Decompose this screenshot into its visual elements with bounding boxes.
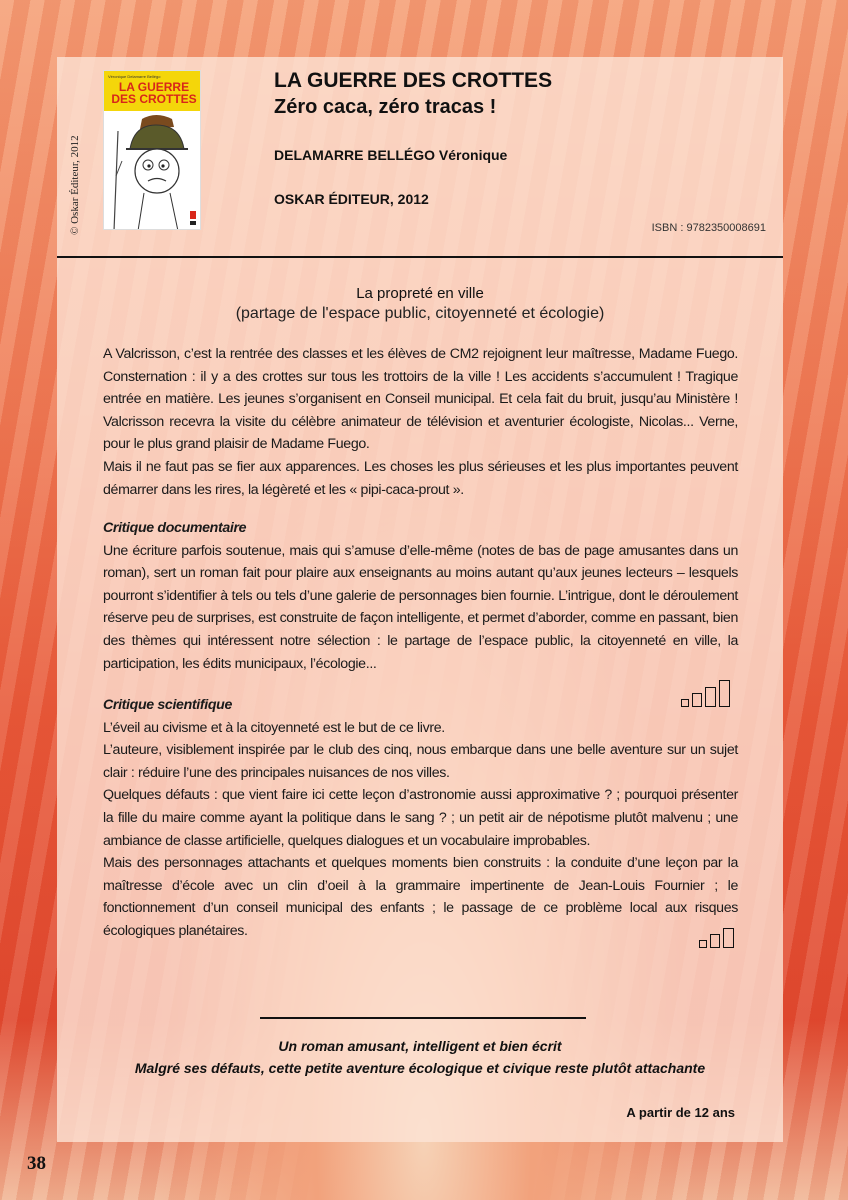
summary [103,343,738,501]
rating-bar [699,940,707,948]
critique-sci-line: Quelques défauts : que vient faire ici cette leçon d’astronomie aussi approximative ? ; pourquoi présenter la fille du maire comme ayant la politique dans le sang ? ; un petit air de népotisme plutôt malvenu ; une ambiance de classe artificielle, quelques dialogues et un vocabulaire improbables. [103,787,738,849]
cover-title: LA GUERRE DES CROTTES [111,80,197,106]
age-recommendation: A partir de 12 ans [626,1105,735,1120]
conclusion-line: Malgré ses défauts, cette petite aventure écologique et civique reste plutôt attachante [134,1060,706,1076]
conclusion-line: Un roman amusant, intelligent et bien écrit [278,1038,562,1054]
critique-scientifique [103,694,738,943]
rating-sci [699,928,734,948]
summary-paragraph: A Valcrisson, c’est la rentrée des classes et les élèves de CM2 rejoignent leur maîtresse, Madame Fuego. Consternation : il y a des crottes sur tous les trottoirs de la ville ! Les accidents s’accumulent ! Tragique entrée en matière. Les jeunes s’organisent en Conseil municipal. Et cela fait du bruit, jusqu’au Ministère ! Valcrisson recevra la visite du célèbre animateur de télévision et aventurier écologiste, Nicolas... Verne, pour le plus grand plaisir de Madame Fuego. [103,346,738,453]
critique-sci-line: L’auteure, visiblement inspirée par le club des cinq, nous embarque dans une belle aventure sur un sujet clair : réduire l’une des principales nuisances de nos villes. [103,742,738,781]
critique-doc-title: Critique documentaire [103,520,247,536]
section-heading: La propreté en ville [356,285,484,302]
conclusion-divider [260,1017,586,1019]
book-cover [103,70,201,230]
critique-sci-line: L’éveil au civisme et à la citoyenneté est le but de ce livre. [103,719,445,736]
page-number: 38 [27,1153,46,1174]
rating-bar [710,934,720,948]
conclusion [57,1035,783,1079]
book-publisher: OSKAR ÉDITEUR, 2012 [274,191,429,207]
section-subheading: (partage de l'espace public, citoyenneté et écologie) [235,305,605,322]
critique-sci-line: Mais des personnages attachants et quelques moments bien construits : la conduite d’une leçon par la maîtresse d’école avec un clin d’oeil à la grammaire impertinente de Jean-Louis Fournier ; le fonctionnement d’un conseil municipal des enfants ; le passage de ce problème local aux risques écologiques planétaires. [103,855,738,939]
summary-paragraph: Mais il ne faut pas se fier aux apparences. Les choses les plus sérieuses et les plus importantes peuvent démarrer dans les rires, la légèreté et les « pipi-caca-prout ». [103,458,738,498]
book-title-block [274,68,552,120]
isbn: ISBN : 9782350008691 [651,222,766,234]
photo-credit: © Oskar Éditeur, 2012 [69,135,81,235]
critique-documentaire [103,517,738,675]
book-author: DELAMARRE BELLÉGO Véronique [274,147,508,163]
book-subtitle: Zéro caca, zéro tracas ! [274,96,497,118]
book-title: LA GUERRE DES CROTTES [274,69,553,92]
header-divider [57,256,783,258]
cover-author: Véronique Delamarre Bellégo [108,74,161,79]
critique-sci-title: Critique scientifique [103,697,233,713]
cover-illustration [104,71,201,230]
rating-bar [723,928,734,948]
critique-doc-text: Une écriture parfois soutenue, mais qui s’amuse d’elle-même (notes de bas de page amusantes dans un roman), sert un roman fait pour plaire aux enseignants au moins autant qu’aux jeunes lecteurs – lesquels pourront s’identifier à tels ou tels d’une galerie de personnages bien fournie. L’intrigue, dont le déroulement réserve peu de surprises, est construite de façon intelligente, et permet d’aborder, comme en passant, bien des thèmes qui intéressent notre sélection : le partage de l’espace public, la citoyenneté en ville, la participation, les édits municipaux, l’écologie... [103,542,738,672]
